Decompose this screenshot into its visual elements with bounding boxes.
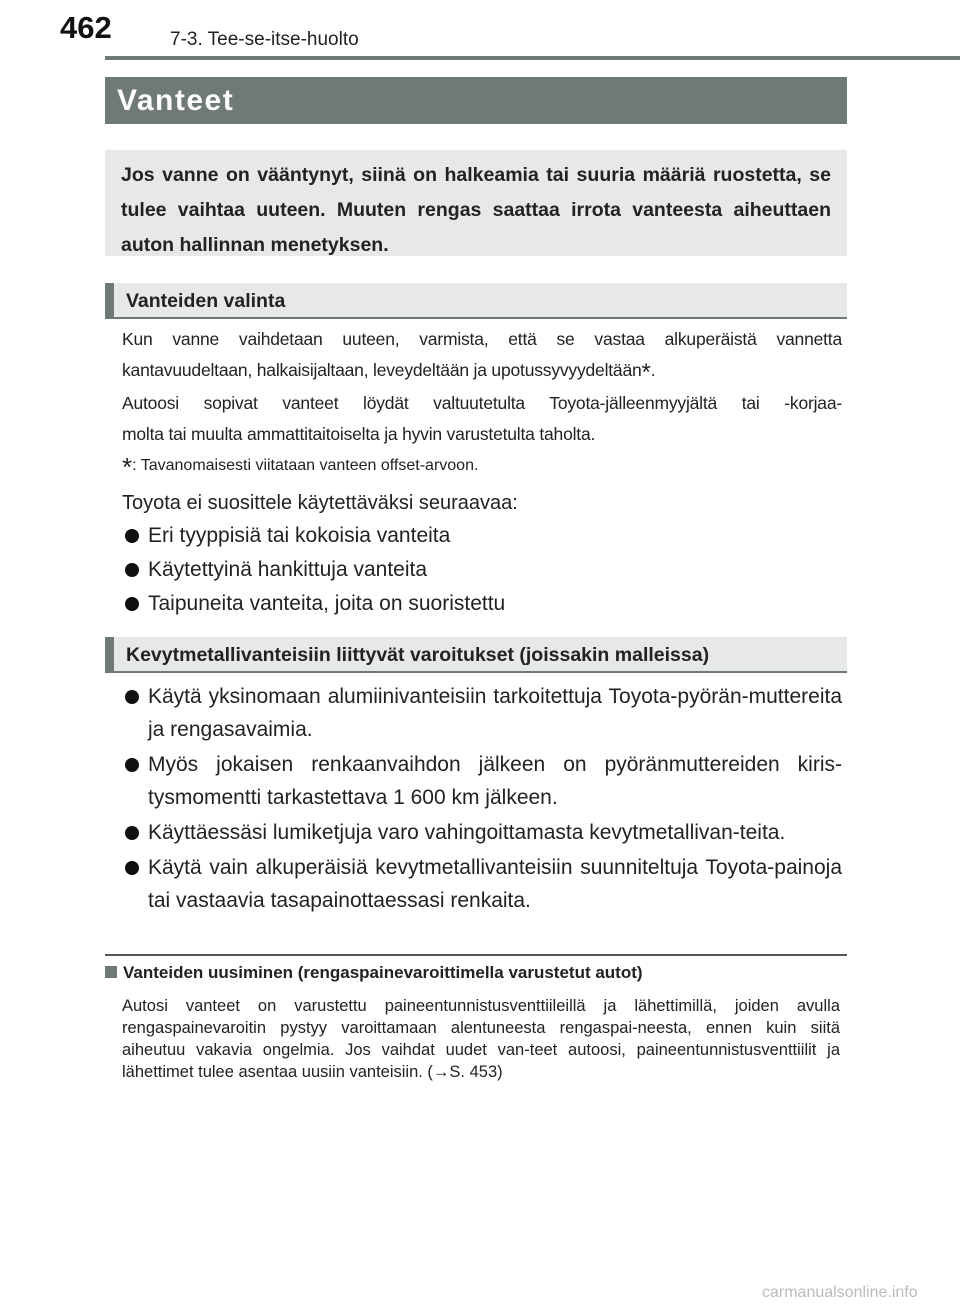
intro-box: Jos vanne on vääntynyt, siinä on halkeamia tai suuria määriä ruostetta, se tulee vaihtaa uuteen. Muuten rengas saattaa irrota vanteesta aiheuttaen auton hallinnan menetyksen. [105,150,847,256]
footnote [122,452,478,483]
list-item: Eri tyyppisiä tai kokoisia vanteita [122,519,842,553]
bullet-icon [125,826,139,840]
list-item: Käytä yksinomaan alumiinivanteisiin tarkoitettuja Toyota-pyörän-muttereita ja rengasavaimia. [122,680,842,746]
not-recommended-intro: Toyota ei suosittele käytettäväksi seuraavaa: [122,492,518,514]
header-rule [105,56,960,60]
bullet-icon [125,563,139,577]
divider [105,954,847,956]
bullet-icon [125,597,139,611]
footnote-text: : Tavanomaisesti viitataan vanteen offset-arvoon. [132,457,479,474]
page-title: Vanteet [105,77,847,124]
bullet-icon [125,758,139,772]
page-number: 462 [60,10,112,45]
section-path: 7-3. Tee-se-itse-huolto [170,29,359,50]
paragraph-line: kantavuudeltaan, halkaisijaltaan, leveydeltään ja upotussyvyydeltään*. [122,359,656,386]
section-heading-wheel-selection: Vanteiden valinta [105,283,847,319]
watermark: carmanualsonline.info [762,1284,918,1301]
paragraph-line: molta tai muulta ammattitaitoiselta ja hyvin varustetulta taholta. [122,424,596,444]
list-item: Käyttäessäsi lumiketjuja varo vahingoittamasta kevytmetallivan-teita. [122,816,842,849]
list-item: Myös jokaisen renkaanvaihdon jälkeen on pyöränmuttereiden kiris-tysmomentti tarkastettava 1 600 km jälkeen. [122,748,842,814]
paragraph-line: Autoosi sopivat vanteet löydät valtuutetulta Toyota-jälleenmyyjältä tai -korjaa- [122,393,842,413]
list-item: Käytettyinä hankittuja vanteita [122,553,842,587]
wheel-selection-paragraph [122,324,842,450]
paragraph-line: Kun vanne vaihdetaan uuteen, varmista, että se vastaa alkuperäistä vannetta [122,329,842,349]
list-item: Käytä vain alkuperäisiä kevytmetallivanteisiin suunniteltuja Toyota-painoja tai vastaavia tasapainottaessasi renkaita. [122,851,842,917]
square-bullet-icon [105,966,117,978]
alloy-warnings-list [122,680,842,919]
bullet-icon [125,529,139,543]
bullet-icon [125,690,139,704]
list-item: Taipuneita vanteita, joita on suoristettu [122,587,842,621]
footnote-star: * [122,452,133,482]
section-heading-alloy-warnings: Kevytmetallivanteisiin liittyvät varoitukset (joissakin malleissa) [105,637,847,673]
not-recommended-list [122,519,842,621]
bullet-icon [125,861,139,875]
note-title: Vanteiden uusiminen (rengaspainevaroittimella varustetut autot) [105,963,643,983]
note-body: Autosi vanteet on varustettu paineentunnistusventtiileillä ja lähettimillä, joiden avulla rengaspainevaroitin pystyy varoittamaan alentuneesta rengaspai-neesta, ennen kuin siitä aiheutuu vakavia ongelmia. Jos vaihdat uudet van-teet autoosi, paineentunnistusventtiilit ja lähettimet tulee asentaa uusiin vanteisiin. (→S. 453) [122,997,840,1081]
footnote-marker: * [641,359,651,386]
